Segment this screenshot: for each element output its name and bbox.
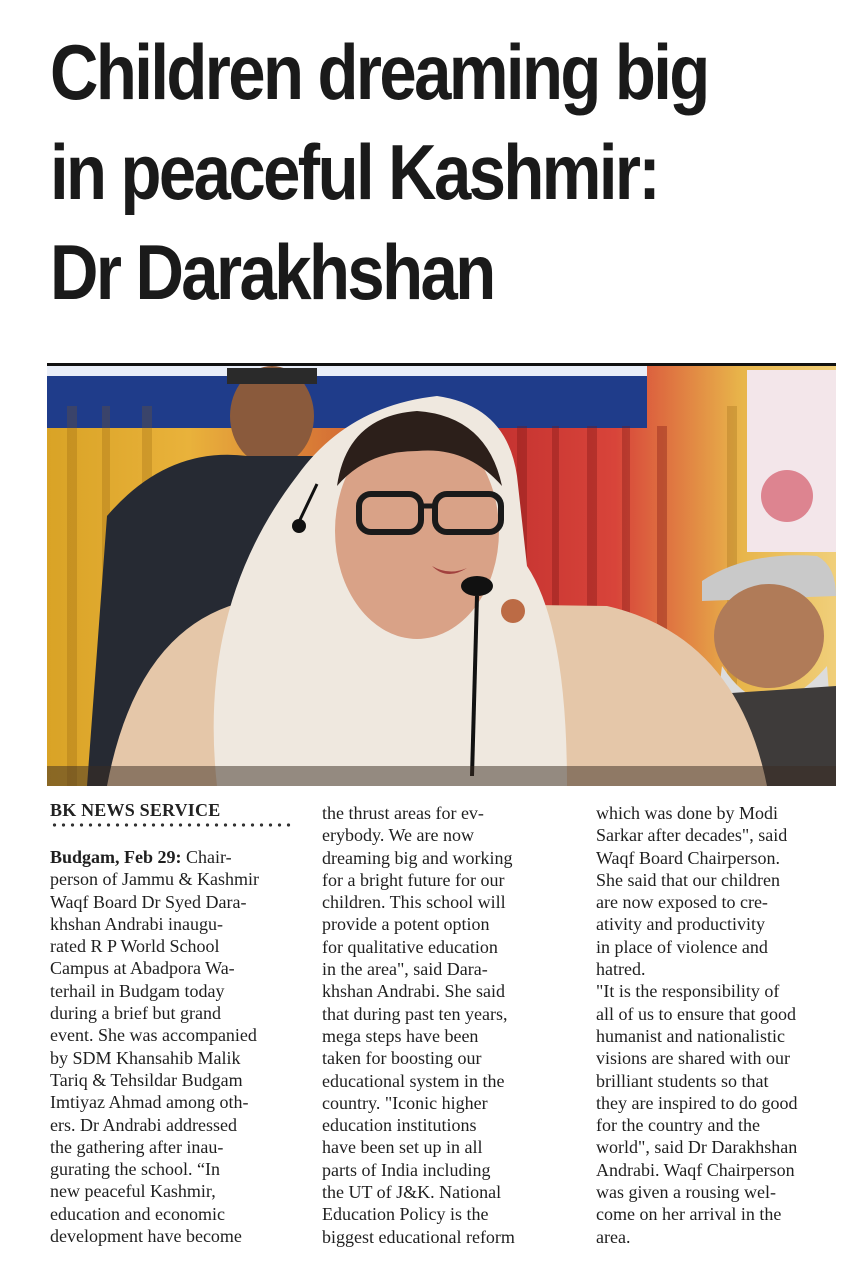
article-line: that during past ten years, <box>322 1003 508 1024</box>
article-line: Budgam, Feb 29: Chair- <box>50 847 232 867</box>
article-column-1 <box>50 846 295 1247</box>
article-line: which was done by Modi <box>596 803 778 823</box>
photo-headset-mic <box>292 519 306 533</box>
article-line: the thrust areas for ev- <box>322 803 484 823</box>
article-line: new peaceful Kashmir, <box>50 1181 216 1202</box>
article-line: educational system in the <box>322 1070 505 1091</box>
article-line: khshan Andrabi inaugu- <box>50 913 223 934</box>
article-line: Education Policy is the <box>322 1204 489 1225</box>
article-line: ers. Dr Andrabi addressed <box>50 1114 237 1135</box>
article-line: for qualitative education <box>322 936 498 957</box>
article-line: parts of India including <box>322 1159 491 1180</box>
article-line: come on her arrival in the <box>596 1204 782 1225</box>
headline-line-2: in peaceful Kashmir: <box>50 128 659 216</box>
byline: BK NEWS SERVICE <box>50 800 221 820</box>
headline-line-1: Children dreaming big <box>50 28 708 116</box>
article-line: world", said Dr Darakhshan <box>596 1137 798 1158</box>
byline-dotted-rule <box>50 820 294 830</box>
article-line: children. This school will <box>322 892 506 913</box>
article-line: khshan Andrabi. She said <box>322 981 505 1002</box>
article-line: Imtiyaz Ahmad among oth- <box>50 1092 249 1113</box>
article-line: development have become <box>50 1226 242 1247</box>
headline-line-3: Dr Darakhshan <box>50 228 494 316</box>
article-line: Campus at Abadpora Wa- <box>50 958 235 979</box>
article-line: during a brief but grand <box>50 1003 221 1024</box>
article-line: She said that our children <box>596 869 780 890</box>
article-line: person of Jammu & Kashmir <box>50 869 259 890</box>
article-line: have been set up in all <box>322 1137 483 1158</box>
article-line: area. <box>596 1226 631 1247</box>
article-line: event. She was accompanied <box>50 1025 257 1046</box>
article-line: education and economic <box>50 1203 225 1224</box>
article-line: they are inspired to do good <box>596 1092 798 1113</box>
article-line: all of us to ensure that good <box>596 1003 796 1024</box>
article-line: brilliant students so that <box>596 1070 769 1091</box>
article-line: provide a potent option <box>322 914 490 935</box>
article-line: for the country and the <box>596 1115 760 1136</box>
news-photo-illustration <box>47 366 836 786</box>
article-line: visions are shared with our <box>596 1048 790 1069</box>
article-line: gurating the school. “In <box>50 1159 220 1180</box>
article-line: by SDM Khansahib Malik <box>50 1047 241 1068</box>
article-line: hatred. <box>596 959 646 980</box>
article-column-2 <box>322 802 568 1248</box>
article-line: Andrabi. Waqf Chairperson <box>596 1159 795 1180</box>
article-line: education institutions <box>322 1115 477 1136</box>
article-line: ativity and productivity <box>596 914 765 935</box>
article-line: Tariq & Tehsildar Budgam <box>50 1069 243 1090</box>
article-line: Waqf Board Chairperson. <box>596 847 780 868</box>
article-line: in place of violence and <box>596 936 768 957</box>
article-line: the gathering after inau- <box>50 1136 224 1157</box>
article-line: for a bright future for our <box>322 869 505 890</box>
article-dateline: Budgam, Feb 29: <box>50 847 182 867</box>
photo-poster <box>747 370 836 552</box>
article-line: terhail in Budgam today <box>50 980 225 1001</box>
article-line: humanist and nationalistic <box>596 1025 785 1046</box>
news-photo <box>47 363 836 786</box>
article-line: Sarkar after decades", said <box>596 825 788 846</box>
article-column-3 <box>596 802 842 1248</box>
article-line: the UT of J&K. National <box>322 1182 502 1203</box>
article-line: in the area", said Dara- <box>322 959 488 980</box>
article-line: was given a rousing wel- <box>596 1182 776 1203</box>
photo-microphone <box>461 576 493 596</box>
article-line: biggest educational reform <box>322 1226 515 1247</box>
headline <box>50 22 729 322</box>
article-line: dreaming big and working <box>322 847 513 868</box>
article-line: taken for boosting our <box>322 1048 482 1069</box>
article-line: are now exposed to cre- <box>596 892 768 913</box>
article-line: rated R P World School <box>50 936 220 957</box>
article-line: mega steps have been <box>322 1025 479 1046</box>
article-line: erybody. We are now <box>322 825 474 846</box>
article-line: country. "Iconic higher <box>322 1092 488 1113</box>
article-line: "It is the responsibility of <box>596 981 780 1002</box>
article-line: Waqf Board Dr Syed Dara- <box>50 891 247 912</box>
